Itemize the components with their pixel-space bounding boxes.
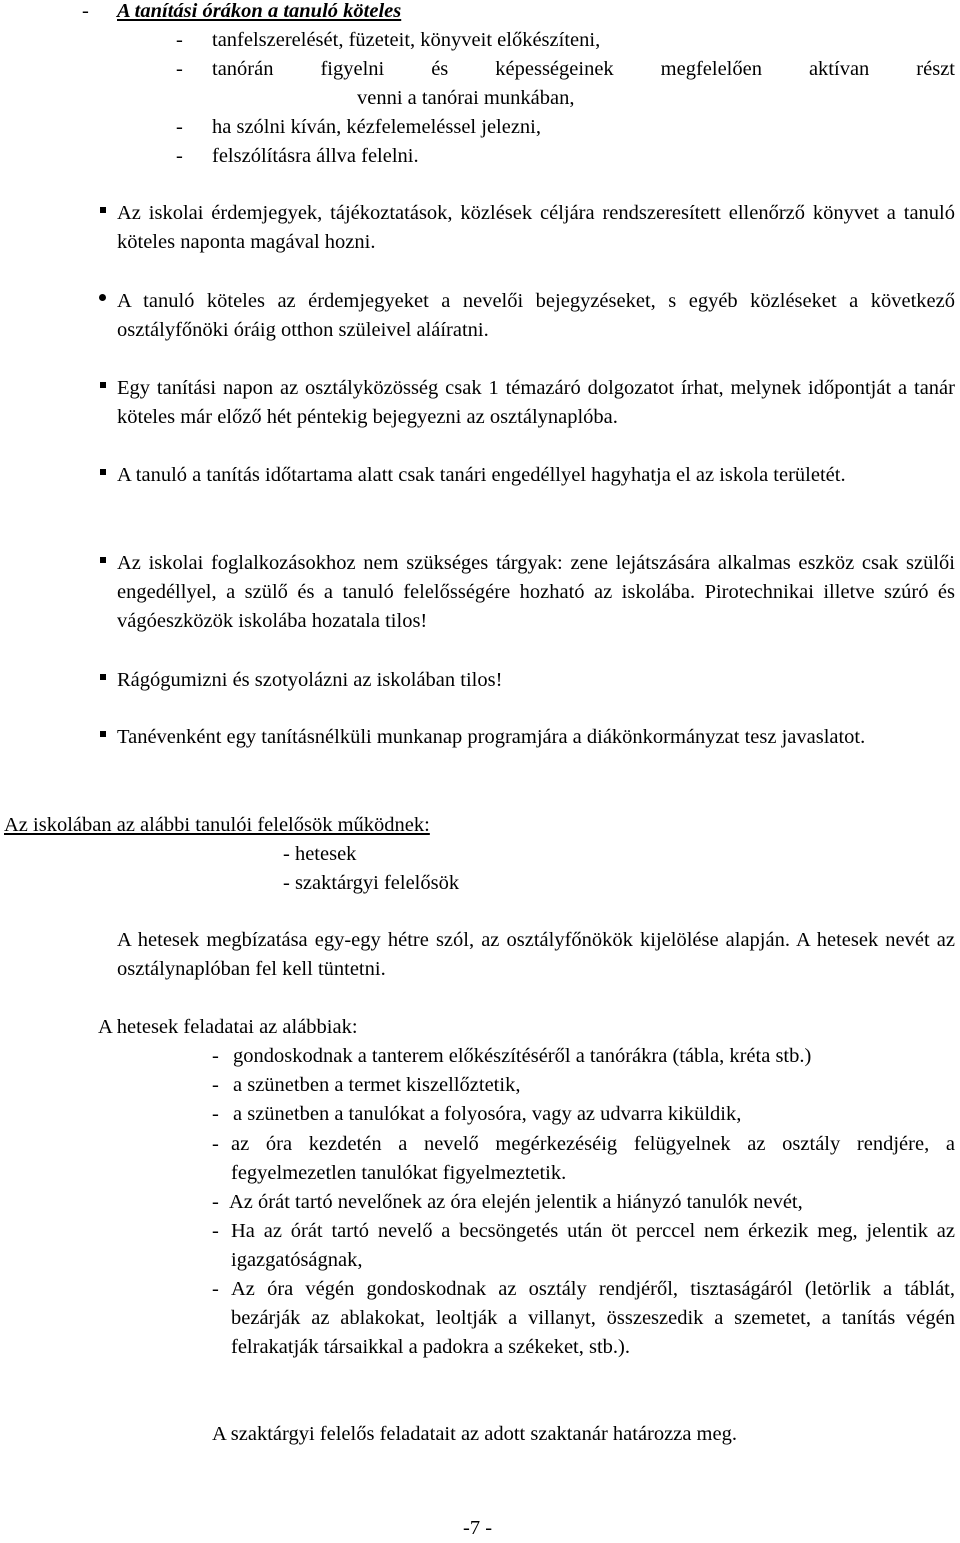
tasks-heading: A hetesek feladatai az alábbiak: <box>98 1016 358 1038</box>
hetesek-paragraph: A hetesek megbízatása egy-egy hétre szól, az osztályfőnökök kijelölése alapján. A hetesek nevét az osztálynaplóban fel kell tüntetni. <box>117 929 955 980</box>
square-bullet-icon <box>100 207 106 213</box>
responsible-item: - szaktárgyi felelősök <box>283 872 460 894</box>
list-item: tanfelszerelését, füzeteit, könyveit előkészíteni, <box>212 29 601 51</box>
page-number: -7 - <box>463 1517 493 1539</box>
task-item: gondoskodnak a tanterem előkészítéséről a tanórákra (tábla, kréta stb.) <box>233 1045 812 1067</box>
round-bullet-icon <box>99 294 106 301</box>
responsible-item: - hetesek <box>283 843 357 865</box>
task-dash: - <box>212 1278 219 1300</box>
task-dash: - <box>212 1045 219 1067</box>
task-dash: - <box>212 1133 219 1155</box>
list-item-dash: - <box>176 29 183 51</box>
rule-paragraph: A tanuló köteles az érdemjegyeket a nevelői bejegyzéseket, s egyéb közléseket a következő osztályfőnöki óráig otthon szüleivel aláíratni. <box>117 290 955 341</box>
square-bullet-icon <box>100 469 106 475</box>
rule-paragraph: Az iskolai foglalkozásokhoz nem szükséges tárgyak: zene lejátszására alkalmas eszköz csak szülői engedéllyel, a szülő és a tanuló felelősségére hozható az iskolába. Pirotechnikai illetve szúró és vágóeszközök iskolába hozatala tilos! <box>117 552 955 632</box>
list-item-cont: venni a tanórai munkában, <box>357 87 575 109</box>
task-item: Az óra végén gondoskodnak az osztály rendjéről, tisztaságáról (letörlik a táblát, bezárják az ablakokat, leoltják a villanyt, összeszedik a szemetet, a tanítás végén felrakatják társaikkal a padokra a székeket, stb.). <box>231 1278 955 1358</box>
square-bullet-icon <box>100 382 106 388</box>
heading-dash: - <box>82 0 89 22</box>
rule-paragraph: A tanuló a tanítás időtartama alatt csak tanári engedéllyel hagyhatja el az iskola területét. <box>117 464 846 486</box>
square-bullet-icon <box>100 731 106 737</box>
square-bullet-icon <box>100 557 106 563</box>
square-bullet-icon <box>100 674 106 680</box>
task-dash: - <box>212 1191 219 1213</box>
list-item: ha szólni kíván, kézfelemeléssel jelezni, <box>212 116 542 138</box>
task-item: Az órát tartó nevelőnek az óra elején jelentik a hiányzó tanulók nevét, <box>229 1191 803 1213</box>
list-item-dash: - <box>176 58 183 80</box>
list-item: tanórán figyelni és képességeinek megfelelően aktívan részt <box>212 58 955 80</box>
task-item: az óra kezdetén a nevelő megérkezéséig felügyelnek az osztály rendjére, a fegyelmezetlen tanulókat figyelmeztetik. <box>231 1133 955 1184</box>
task-dash: - <box>212 1074 219 1096</box>
section-heading: A tanítási órákon a tanuló köteles <box>117 0 402 22</box>
task-item: a szünetben a termet kiszellőztetik, <box>233 1074 521 1096</box>
responsibles-heading: Az iskolában az alábbi tanulói felelősök működnek: <box>4 814 430 836</box>
rule-paragraph: Egy tanítási napon az osztályközösség csak 1 témazáró dolgozatot írhat, melynek időpontját a tanár köteles már előző hét péntekig bejegyezni az osztálynaplóba. <box>117 377 955 428</box>
task-dash: - <box>212 1220 219 1242</box>
task-item: Ha az órát tartó nevelő a becsöngetés után öt perccel nem érkezik meg, jelentik az igazgatóságnak, <box>231 1220 955 1271</box>
list-item-dash: - <box>176 145 183 167</box>
list-item-dash: - <box>176 116 183 138</box>
rule-paragraph: Tanévenként egy tanításnélküli munkanap programjára a diákönkormányzat tesz javaslatot. <box>117 726 866 748</box>
list-item: felszólításra állva felelni. <box>212 145 419 167</box>
task-dash: - <box>212 1103 219 1125</box>
closing-paragraph: A szaktárgyi felelős feladatait az adott szaktanár határozza meg. <box>212 1423 737 1445</box>
rule-paragraph: Rágógumizni és szotyolázni az iskolában tilos! <box>117 669 503 691</box>
task-item: a szünetben a tanulókat a folyosóra, vagy az udvarra kiküldik, <box>233 1103 742 1125</box>
rule-paragraph: Az iskolai érdemjegyek, tájékoztatások, közlések céljára rendszeresített ellenőrző könyvet a tanuló köteles naponta magával hozni. <box>117 202 955 253</box>
